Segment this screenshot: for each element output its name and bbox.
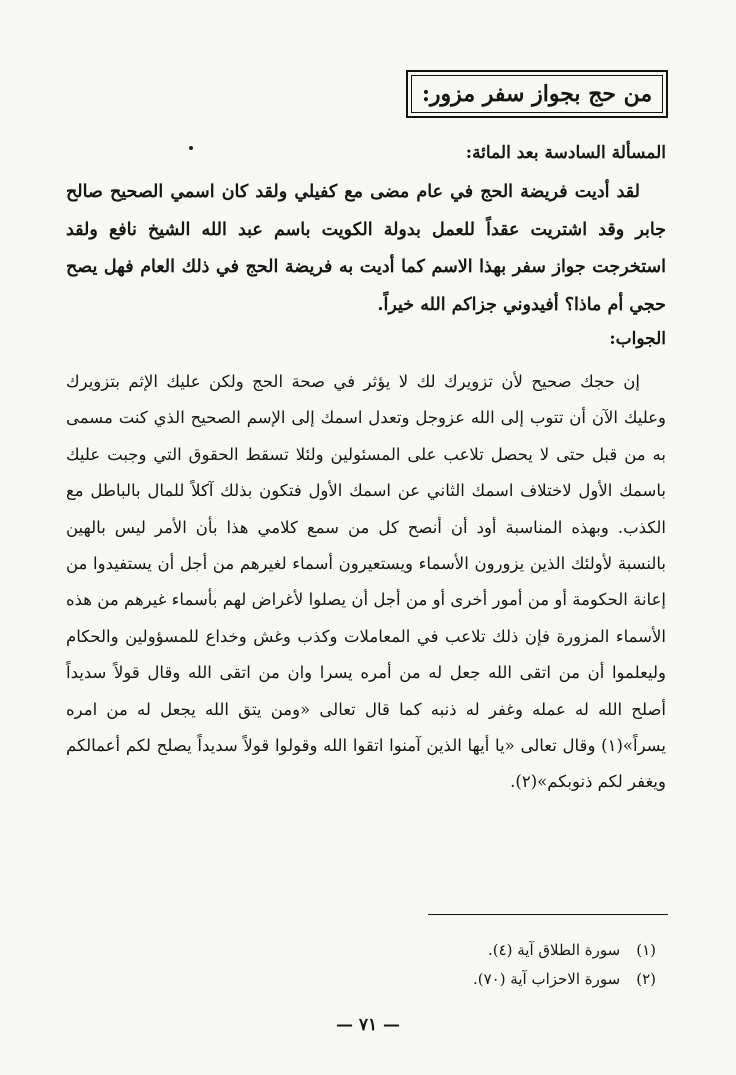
footnote-item: [256, 965, 656, 994]
question-heading: المسألة السادسة بعد المائة:: [465, 143, 666, 163]
footnote-divider: [428, 914, 668, 915]
answer-heading: الجواب:: [609, 329, 666, 349]
footnote-item: [256, 936, 656, 965]
question-paragraph: [66, 174, 666, 324]
section-title: من حج بجواز سفر مزور:: [411, 75, 663, 113]
question-text: لقد أديت فريضة الحج في عام مضى مع كفيلي ولقد كان اسمي الصحيح صالح جابر وقد اشتريت عقداً للعمل بدولة الكويت باسم عبد الله الشيخ نافع ولقد استخرجت جواز سفر بهذا الاسم كما أديت به فريضة الحج في ذلك العام فهل يصح حجي أم ماذا؟ أفيدوني جزاكم الله خيراً.: [66, 182, 666, 315]
footnote-text: سورة الاحزاب آية (٧٠).: [472, 970, 621, 988]
footnote-number: (١): [636, 941, 656, 959]
answer-paragraph: [66, 364, 666, 801]
footnote-text: سورة الطلاق آية (٤).: [487, 941, 621, 959]
footnotes: [256, 936, 656, 994]
title-frame: [406, 70, 668, 118]
page-number: — ٧١ —: [335, 1015, 401, 1035]
answer-text: إن حجك صحيح لأن تزويرك لك لا يؤثر في صحة الحج ولكن عليك الإثم بتزويرك وعليك الآن أن تتوب إلى الله عزوجل وتعدل اسمك إلى الإسم الصحيح الذي كنت مسمى به من قبل حتى لا يحصل تلاعب على المسئولين ولئلا تسقط الحقوق التي وجبت عليك باسمك الأول لاختلاف اسمك الثاني عن اسمك الأول فتكون بذلك آكلاً للمال بالباطل مع الكذب. وبهذه المناسبة أود أن أنصح كل من سمع كلامي هذا بأن الأمر ليس بالهين بالنسبة لأولئك الذين يزورون الأسماء ويستعيرون أسماء لغيرهم من أجل أن يستفيدوا من إعانة الحكومة أو من أمور أخرى أو من أجل أن يصلوا لأغراض لهم بأسماء غيرهم من هذه الأسماء المزورة فإن ذلك تلاعب في المعاملات وكذب وغش وخداع للمسؤولين والحكام وليعلموا أن من اتقى الله جعل له من أمره يسرا وان من اتقى الله وقال قولاً سديداً أصلح الله له عمله وغفر له ذنبه كما قال تعالى «ومن يتق الله يجعل له من امره يسراً»(١) وقال تعالى «يا أيها الذين آمنوا اتقوا الله وقولوا قولاً سديداً يصلح لكم أعمالكم ويغفر لكم ذنوبكم»(٢).: [66, 372, 666, 792]
footnote-number: (٢): [636, 970, 656, 988]
